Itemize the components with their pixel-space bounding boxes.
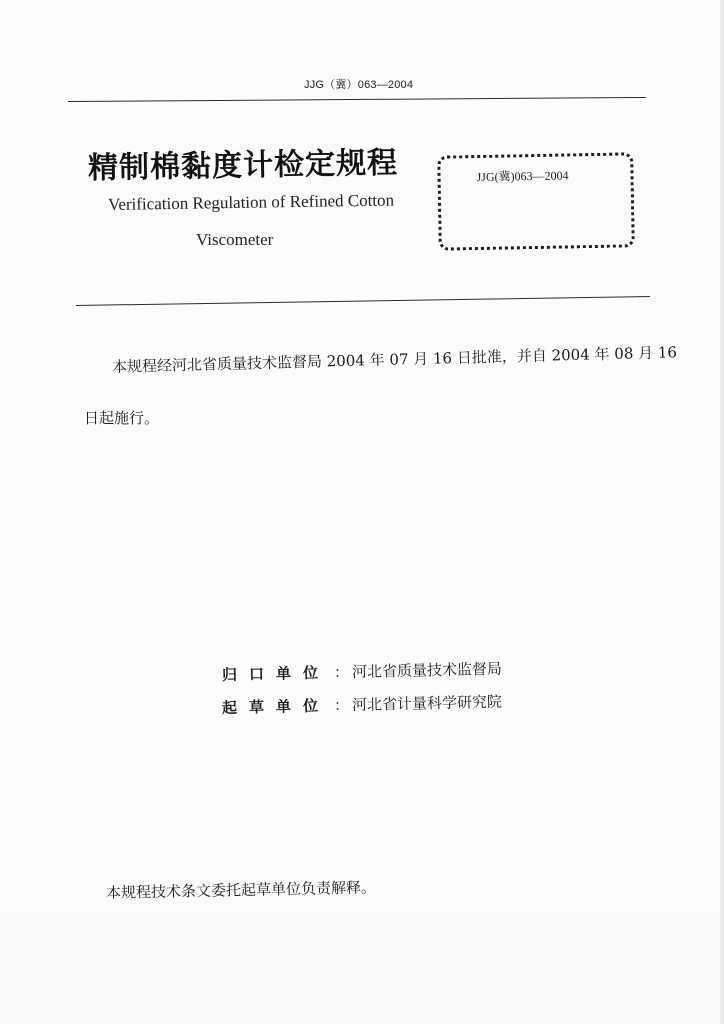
header-rule bbox=[68, 97, 646, 102]
responsible-unit-label: 归口单位 bbox=[221, 663, 331, 684]
approval-statement-line1: 本规程经河北省质量技术监督局 2004 年 07 月 16 日批准，并自 2004 年 08 月 16 bbox=[111, 343, 678, 376]
drafting-unit-label: 起草单位 bbox=[221, 696, 331, 717]
drafting-unit-colon: ： bbox=[333, 696, 350, 715]
standard-code-box-text: JJG(冀)063—2004 bbox=[476, 168, 569, 185]
drafting-unit-row bbox=[222, 691, 502, 718]
interpretation-note: 本规程技术条文委托起草单位负责解释。 bbox=[105, 878, 377, 902]
drafting-unit-value: 河北省计量科学研究院 bbox=[351, 692, 503, 715]
document-title-english-line1: Verification Regulation of Refined Cotton bbox=[107, 190, 395, 214]
document-title-english-line2: Viscometer bbox=[196, 230, 274, 249]
responsible-unit-row bbox=[222, 658, 502, 685]
approval-statement-line2: 日起施行。 bbox=[84, 409, 160, 427]
standard-code-box bbox=[437, 152, 635, 250]
responsible-unit-colon: ： bbox=[333, 663, 350, 682]
title-divider-rule bbox=[76, 296, 650, 306]
header-standard-code: JJG（冀）063—2004 bbox=[304, 79, 414, 91]
page-edge-shadow bbox=[720, 0, 724, 1024]
responsible-unit-value: 河北省质量技术监督局 bbox=[351, 659, 503, 682]
document-title-chinese: 精制棉黏度计检定规程 bbox=[87, 145, 399, 186]
